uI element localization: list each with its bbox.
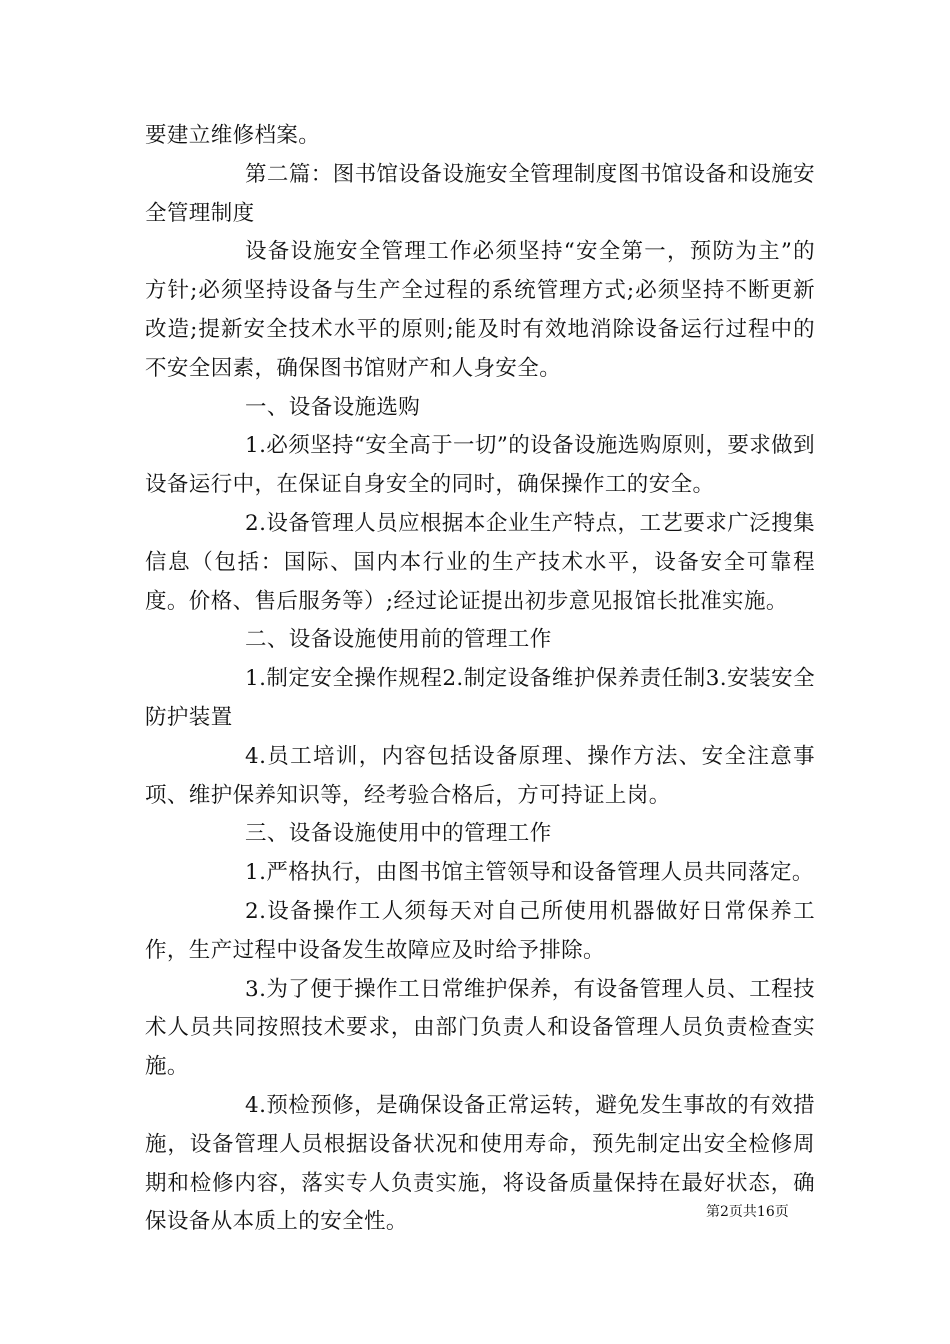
paragraph-during-use-3: 3.为了便于操作工日常维护保养，有设备管理人员、工程技术人员共同按照技术要求，由部门负责人和设备管理人员负责检查实施。 xyxy=(145,976,815,1080)
paragraph-continuation: 要建立维修档案。 xyxy=(145,123,321,148)
paragraph-during-use-2: 2.设备操作工人须每天对自己所使用机器做好日常保养工作，生产过程中设备发生故障应及时给予排除。 xyxy=(145,898,815,963)
page-number-footer: 第2页共16页 xyxy=(706,1204,789,1220)
paragraph-during-use-4: 4.预检预修，是确保设备正常运转，避免发生事故的有效措施，设备管理人员根据设备状况和使用寿命，预先制定出安全检修周期和检修内容，落实专人负责实施，将设备质量保持在最好状态，确保设备从本质上的安全性。 xyxy=(145,1092,815,1235)
heading-during-use: 三、设备设施使用中的管理工作 xyxy=(245,821,552,847)
document-body xyxy=(145,117,815,1242)
paragraph-before-use-4: 4.员工培训，内容包括设备原理、操作方法、安全注意事项、维护保养知识等，经考验合格后，方可持证上岗。 xyxy=(145,743,815,808)
heading-selection: 一、设备设施选购 xyxy=(245,394,421,420)
paragraph-intro: 设备设施安全管理工作必须坚持“安全第一，预防为主”的方针;必须坚持设备与生产全过程的系统管理方式;必须坚持不断更新改造;提新安全技术水平的原则;能及时有效地消除设备运行过程中的不安全因素，确保图书馆财产和人身安全。 xyxy=(145,239,815,381)
paragraph-selection-1: 1.必须坚持“安全高于一切”的设备设施选购原则，要求做到设备运行中，在保证自身安全的同时，确保操作工的安全。 xyxy=(145,433,815,498)
paragraph-during-use-1: 1.严格执行，由图书馆主管领导和设备管理人员共同落定。 xyxy=(245,860,814,886)
paragraph-before-use-1: 1.制定安全操作规程2.制定设备维护保养责任制3.安装安全防护装置 xyxy=(145,666,815,730)
paragraph-selection-2: 2.设备管理人员应根据本企业生产特点，工艺要求广泛搜集信息（包括：国际、国内本行业的生产技术水平，设备安全可靠程度。价格、售后服务等）;经过论证提出初步意见报馆长批准实施。 xyxy=(145,510,815,614)
heading-before-use: 二、设备设施使用前的管理工作 xyxy=(245,627,552,653)
section-title-part-two: 第二篇：图书馆设备设施安全管理制度图书馆设备和设施安全管理制度 xyxy=(145,161,815,226)
